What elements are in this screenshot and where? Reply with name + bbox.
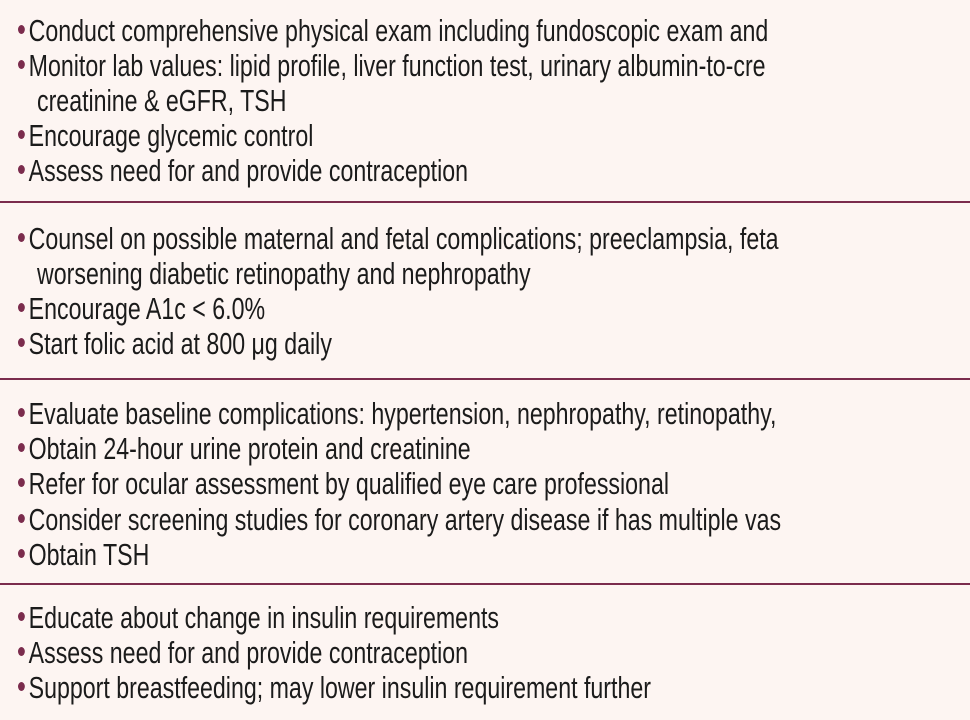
bullet-icon (18, 612, 25, 621)
bullet-text: Encourage glycemic control (28, 119, 314, 153)
bullet-item (18, 467, 669, 502)
bullet-text: Encourage A1c < 6.0% (28, 292, 266, 326)
bullet-icon (18, 338, 25, 347)
section-divider (0, 583, 970, 585)
bullet-icon (18, 549, 25, 558)
bullet-text: Educate about change in insulin requirements (28, 601, 499, 635)
bullet-item (18, 119, 313, 154)
bullet-item (18, 432, 471, 467)
bullet-text: Start folic acid at 800 μg daily (28, 327, 332, 361)
bullet-icon (18, 130, 25, 139)
bullet-item (18, 503, 781, 538)
bullet-item (18, 671, 651, 706)
bullet-text: creatinine & eGFR, TSH (37, 84, 287, 118)
bullet-text: Obtain TSH (28, 538, 150, 572)
bullet-icon (18, 682, 25, 691)
bullet-icon (18, 303, 25, 312)
bullet-item (18, 154, 468, 189)
bullet-icon (18, 165, 25, 174)
bullet-text: Refer for ocular assessment by qualified eye care professional (28, 467, 669, 501)
bullet-icon (18, 233, 25, 242)
bullet-item (18, 636, 468, 671)
bullet-item (18, 49, 766, 84)
bullet-text: Assess need for and provide contraception (28, 154, 469, 188)
bullet-text: Monitor lab values: lipid profile, liver function test, urinary albumin-to-cre (28, 49, 766, 83)
bullet-item (18, 327, 332, 362)
bullet-text: Consider screening studies for coronary artery disease if has multiple vas (28, 503, 782, 537)
bullet-text: Support breastfeeding; may lower insulin requirement further (28, 671, 651, 705)
bullet-text: Obtain 24-hour urine protein and creatinine (28, 432, 471, 466)
bullet-item (18, 538, 149, 573)
bullet-icon (18, 478, 25, 487)
bullet-icon (18, 25, 25, 34)
bullet-icon (18, 60, 25, 69)
section-divider (0, 201, 970, 203)
bullet-icon (18, 514, 25, 523)
bullet-text: Evaluate baseline complications: hypertension, nephropathy, retinopathy, (28, 397, 777, 431)
bullet-item (18, 292, 265, 327)
bullet-item (18, 601, 499, 636)
bullet-text: Conduct comprehensive physical exam including fundoscopic exam and (28, 14, 769, 48)
bullet-item (18, 222, 779, 257)
bullet-item (18, 397, 776, 432)
bullet-icon (18, 408, 25, 417)
bullet-continuation (37, 257, 531, 292)
bullet-icon (18, 647, 25, 656)
bullet-text: worsening diabetic retinopathy and nephropathy (37, 257, 531, 291)
bullet-item (18, 14, 768, 49)
bullet-text: Counsel on possible maternal and fetal complications; preeclampsia, feta (28, 222, 779, 256)
bullet-continuation (37, 84, 286, 119)
bullet-icon (18, 443, 25, 452)
bullet-text: Assess need for and provide contraception (28, 636, 469, 670)
section-divider (0, 378, 970, 380)
